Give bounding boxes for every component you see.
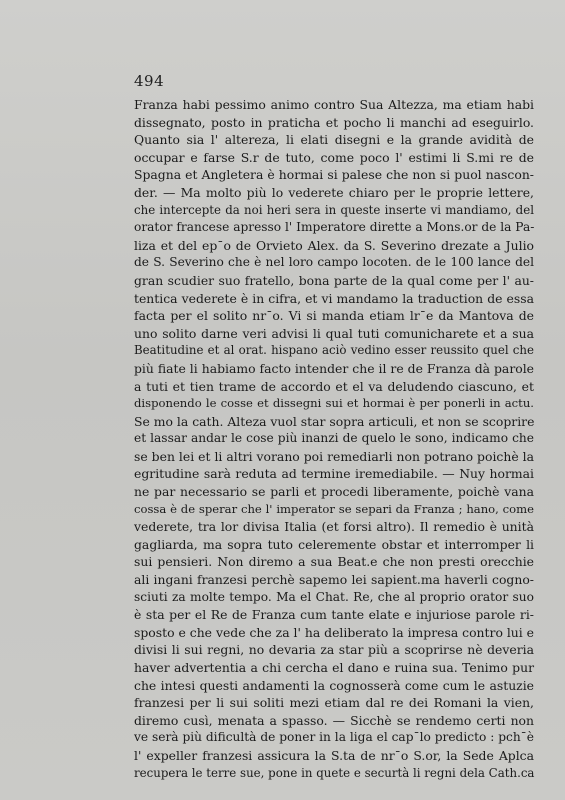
text-line: liza et del ep¯o de Orvieto Alex. da S. Severino drezate a Julio (134, 237, 534, 253)
text-line: gran scudier suo fratello, bona parte de la qual come per l' au- (134, 272, 534, 288)
text-line: ne par necessario se parli et procedi liberamente, poichè vana (134, 484, 534, 500)
text-line: franzesi per li sui soliti mezi etiam dal re dei Romani la vien, (134, 695, 534, 711)
text-line: orator francese apresso l' Imperatore dirette a Mons.or de la Pa- (134, 220, 535, 235)
text-line: Se mo la cath. Alteza vuol star sopra articuli, et non se scoprire (134, 413, 535, 429)
text-line: de S. Severino che è nel loro campo locoten. de le 100 lance del (134, 255, 534, 270)
text-line: diremo cusì, menata a spasso. — Sicchè se rendemo certi non (134, 712, 534, 728)
text-line: uno solito darne veri advisi li qual tuti comunicharete et a sua (134, 325, 534, 341)
text-line: Beatitudine et al orat. hispano aciò vedino esser reussito quel che (134, 343, 534, 358)
text-line: egritudine sarà reduta ad termine iremediabile. — Nuy hormai (134, 466, 534, 482)
text-line: disponendo le cosse et dissegni sui et hormai è per ponerli in actu. (134, 396, 534, 411)
text-line: sposto e che vede che za l' ha deliberato la impresa contro lui e (134, 624, 535, 640)
text-line: divisi li sui regni, no devaria za star più a scoprirse nè deveria (134, 642, 534, 658)
body-text (134, 96, 534, 782)
text-line: vederete, tra lor divisa Italia (et forsi altro). Il remedio è unità (134, 519, 534, 535)
text-line: et lassar andar le cose più inanzi de quelo le sono, indicamo che (134, 431, 534, 446)
text-line: Quanto sia l' altereza, li elati disegni e la grande avidità de (134, 132, 534, 148)
text-line: ali ingani franzesi perchè sapemo lei sapient.ma haverli cogno- (134, 572, 534, 588)
text-line: Franza habi pessimo animo contro Sua Altezza, ma etiam habi (134, 97, 534, 112)
text-line: der. — Ma molto più lo vederete chiaro per le proprie lettere, (134, 184, 534, 200)
page-number: 494 (134, 72, 165, 90)
text-line: che intercepte da noi heri sera in queste inserte vi mandiamo, del (134, 202, 534, 217)
text-line: tentica vederete è in cifra, et vi mandamo la traduction de essa (134, 290, 534, 306)
text-line: gagliarda, ma sopra tuto celeremente obstar et interromper li (134, 536, 534, 552)
text-line: haver advertentia a chi cercha el dano e ruina sua. Tenimo pur (134, 660, 534, 675)
text-line: se ben lei et li altri vorano poi remediarli non potrano poichè la (134, 448, 534, 464)
text-line: più fiate li habiamo facto intender che il re de Franza dà parole (134, 360, 534, 376)
text-line: sui pensieri. Non diremo a sua Beat.e che non presti orecchie (134, 554, 534, 570)
text-line: recupera le terre sue, pone in quete e securtà li regni dela Cath.ca (134, 765, 535, 780)
text-line: a tuti et tien trame de accordo et el va deludendo ciascuno, et (134, 378, 534, 394)
text-line: ve serà più dificultà de poner in la liga el cap¯lo predicto : pch¯è (134, 730, 534, 745)
text-line: facta per el solito nr¯o. Vi si manda etiam lr¯e da Mantova de (134, 308, 534, 324)
text-line: cossa è de sperar che l' imperator se separi da Franza ; hano, come (134, 501, 534, 516)
text-line: l' expeller franzesi assicura la S.ta de nr¯o S.or, la Sede Aplca (134, 747, 534, 763)
text-line: dissegnato, posto in praticha et pocho li manchi ad eseguirlo. (134, 114, 534, 130)
text-line: Spagna et Angletera è hormai si palese che non si puol nascon- (134, 167, 534, 183)
text-line: occupar e farse S.r de tuto, come poco l' estimi li S.mi re de (134, 149, 534, 165)
text-line: è sta per el Re de Franza cum tante elate e injuriose parole ri- (134, 607, 534, 623)
text-line: che intesi questi andamenti la cognosserà come cum le astuzie (134, 677, 534, 693)
text-line: sciuti za molte tempo. Ma el Chat. Re, che al proprio orator suo (134, 589, 534, 604)
